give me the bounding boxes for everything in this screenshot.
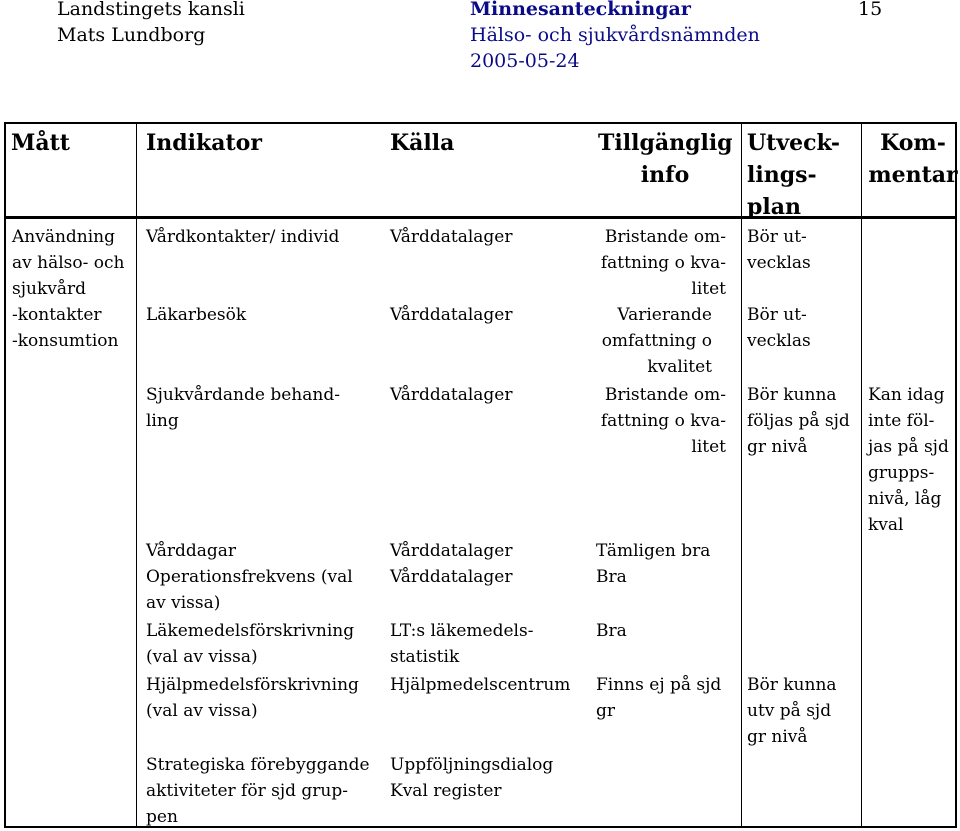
row7-indikator: Hjälpmedelsförskrivning (val av vissa) xyxy=(146,675,359,721)
row3-plan: Bör kunna följas på sjd gr nivå xyxy=(747,385,850,457)
row3-kommentar: Kan idag inte föl- jas på sjd grupps- nivå, låg kval xyxy=(868,385,949,535)
row8-kalla: Uppföljningsdialog Kval register xyxy=(390,755,554,801)
row3-indikator: Sjukvårdande behand- ling xyxy=(146,385,340,431)
row5-kalla: Vårddatalager xyxy=(390,567,513,587)
row2-kalla: Vårddatalager xyxy=(390,305,513,325)
row3-info: Bristande om- fattning o kva- litet xyxy=(600,385,726,457)
header-kalla: Källa xyxy=(390,130,455,156)
document-type: Minnesanteckningar xyxy=(470,0,691,20)
row4-info: Tämligen bra xyxy=(596,541,711,561)
row1-kalla: Vårddatalager xyxy=(390,227,513,247)
row6-kalla: LT:s läkemedels- statistik xyxy=(390,621,534,667)
row6-indikator: Läkemedelsförskrivning (val av vissa) xyxy=(146,621,355,667)
matt-cell: Användning av hälso- och sjukvård -kontakter -konsumtion xyxy=(12,227,125,351)
row1-info: Bristande om- fattning o kva- litet xyxy=(600,227,726,299)
row4-kalla: Vårddatalager xyxy=(390,541,513,561)
row2-plan: Bör ut- vecklas xyxy=(747,305,811,351)
column-divider xyxy=(741,124,742,826)
header-kommentar: Kom- mentar xyxy=(868,130,958,188)
row2-info: Varierande omfattning o kvalitet xyxy=(601,305,712,377)
row7-plan: Bör kunna utv på sjd gr nivå xyxy=(747,675,837,747)
org-name: Landstingets kansli xyxy=(57,0,245,20)
row6-info: Bra xyxy=(596,621,627,641)
header-indikator: Indikator xyxy=(146,130,262,156)
author-name: Mats Lundborg xyxy=(57,24,206,46)
committee-name: Hälso- och sjukvårdsnämnden xyxy=(470,24,760,46)
row2-indikator: Läkarbesök xyxy=(146,305,247,325)
row8-indikator: Strategiska förebyggande aktiviteter för sjd grup- pen xyxy=(146,755,370,827)
row7-kalla: Hjälpmedelscentrum xyxy=(390,675,571,695)
row5-indikator: Operationsfrekvens (val av vissa) xyxy=(146,567,353,613)
row3-kalla: Vårddatalager xyxy=(390,385,513,405)
column-divider xyxy=(861,124,862,826)
row7-info: Finns ej på sjd gr xyxy=(596,675,722,721)
column-divider xyxy=(136,124,137,826)
row5-info: Bra xyxy=(596,567,627,587)
document-date: 2005-05-24 xyxy=(470,50,580,72)
row1-indikator: Vårdkontakter/ individ xyxy=(146,227,340,247)
header-tillganglig-info: Tillgänglig info xyxy=(598,130,733,188)
row1-plan: Bör ut- vecklas xyxy=(747,227,811,273)
indicator-table xyxy=(4,122,957,828)
header-matt: Mått xyxy=(11,130,70,156)
page-number: 15 xyxy=(858,0,883,20)
row4-indikator: Vårddagar xyxy=(146,541,237,561)
header-utvecklingsplan: Utveck- lings- plan xyxy=(747,130,841,220)
